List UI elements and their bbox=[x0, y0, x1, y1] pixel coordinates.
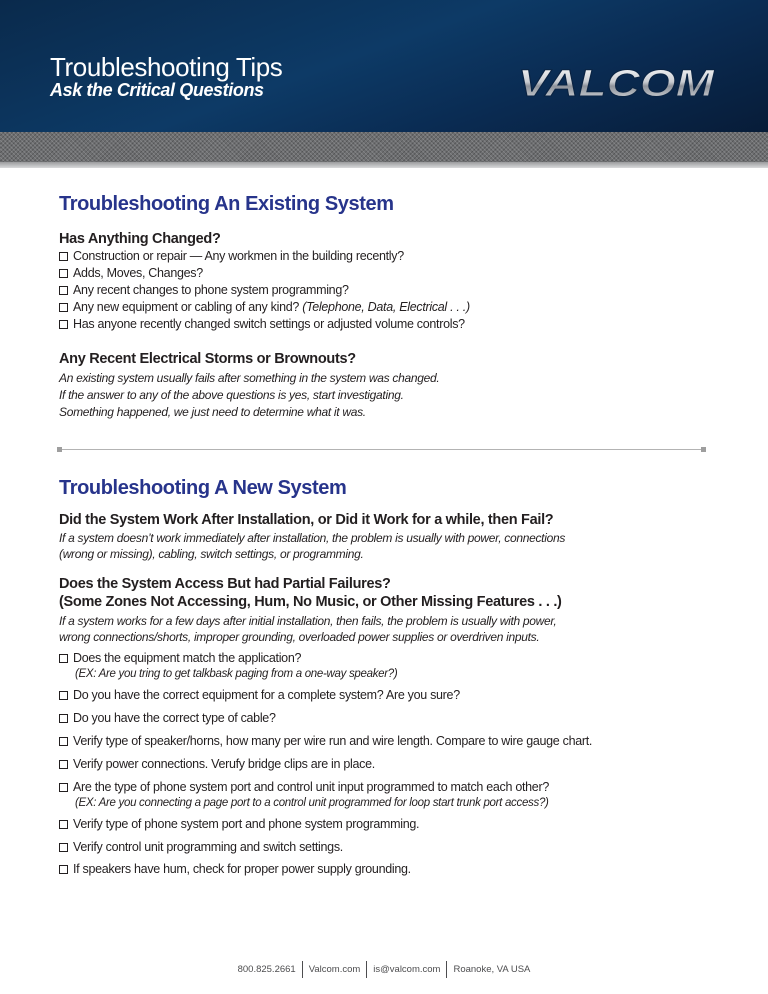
valcom-logo bbox=[514, 63, 718, 101]
checkbox-icon bbox=[59, 714, 68, 723]
subheading-partial: Does the System Access But had Partial Failures? bbox=[59, 576, 391, 592]
checkbox-icon bbox=[59, 269, 68, 278]
checkbox-icon bbox=[59, 843, 68, 852]
subheading-changed: Has Anything Changed? bbox=[59, 231, 221, 247]
footer-separator bbox=[302, 961, 303, 978]
footer-separator bbox=[446, 961, 447, 978]
checklist-item: Has anyone recently changed switch settings or adjusted volume controls? bbox=[59, 317, 465, 331]
checkbox-icon bbox=[59, 303, 68, 312]
footer-separator bbox=[366, 961, 367, 978]
footer-email[interactable]: is@valcom.com bbox=[373, 964, 441, 976]
note-line: Something happened, we just need to determine what it was. bbox=[59, 405, 366, 419]
note-line: wrong connections/shorts, improper grounding, overloaded power supplies or overdriven inputs. bbox=[59, 630, 540, 644]
checkbox-icon bbox=[59, 286, 68, 295]
header-banner bbox=[0, 0, 768, 132]
subheading-storms: Any Recent Electrical Storms or Brownouts? bbox=[59, 351, 356, 367]
checkbox-icon bbox=[59, 820, 68, 829]
footer-location: Roanoke, VA USA bbox=[453, 964, 531, 976]
note-line: (wrong or missing), cabling, switch settings, or programming. bbox=[59, 547, 364, 561]
checklist-item: Adds, Moves, Changes? bbox=[59, 266, 203, 280]
checkbox-icon bbox=[59, 320, 68, 329]
page-title: Troubleshooting Tips bbox=[50, 52, 283, 82]
checklist-item: Construction or repair — Any workmen in the building recently? bbox=[59, 249, 404, 263]
checklist-item-example: (EX: Are you tring to get talkbask paging from a one-way speaker?) bbox=[75, 668, 398, 680]
decorative-texture-band bbox=[0, 132, 768, 162]
checklist-item: Verify type of speaker/horns, how many per wire run and wire length. Compare to wire gauge chart. bbox=[59, 734, 592, 748]
note-line: If the answer to any of the above questions is yes, start investigating. bbox=[59, 388, 404, 402]
svg-text:VALCOM: VALCOM bbox=[518, 63, 716, 101]
divider-end-dot bbox=[57, 447, 62, 452]
checklist-item: Any recent changes to phone system programming? bbox=[59, 283, 349, 297]
checklist-item: Do you have the correct equipment for a complete system? Are you sure? bbox=[59, 688, 460, 702]
note-line: If a system works for a few days after initial installation, then fails, the problem is usually with power, bbox=[59, 614, 557, 628]
footer-contact bbox=[0, 961, 768, 978]
note-line: An existing system usually fails after something in the system was changed. bbox=[59, 371, 440, 385]
footer-phone: 800.825.2661 bbox=[237, 964, 296, 976]
checkbox-icon bbox=[59, 691, 68, 700]
checklist-item: Verify control unit programming and switch settings. bbox=[59, 840, 343, 854]
footer-website[interactable]: Valcom.com bbox=[308, 964, 361, 976]
decorative-band-edge bbox=[0, 162, 768, 168]
note-line: If a system doesn’t work immediately after installation, the problem is usually with power, connections bbox=[59, 531, 566, 545]
checklist-item: Verify type of phone system port and phone system programming. bbox=[59, 817, 419, 831]
checklist-item-example: (EX: Are you connecting a page port to a control unit programmed for loop start trunk port access?) bbox=[75, 797, 549, 809]
page-subtitle: Ask the Critical Questions bbox=[50, 80, 264, 100]
checklist-item: Verify power connections. Verufy bridge clips are in place. bbox=[59, 757, 375, 771]
checklist-item: Any new equipment or cabling of any kind? (Telephone, Data, Electrical . . .) bbox=[59, 300, 470, 314]
subheading-work: Did the System Work After Installation, or Did it Work for a while, then Fail? bbox=[59, 512, 554, 528]
section-divider bbox=[59, 449, 705, 450]
section-heading-new: Troubleshooting A New System bbox=[59, 477, 347, 499]
section-heading-existing: Troubleshooting An Existing System bbox=[59, 193, 394, 215]
checkbox-icon bbox=[59, 737, 68, 746]
divider-end-dot bbox=[701, 447, 706, 452]
checklist-item: Are the type of phone system port and control unit input programmed to match each other? bbox=[59, 780, 549, 794]
checklist-item: Do you have the correct type of cable? bbox=[59, 711, 276, 725]
checkbox-icon bbox=[59, 654, 68, 663]
checkbox-icon bbox=[59, 760, 68, 769]
subheading-partial-detail: (Some Zones Not Accessing, Hum, No Music, or Other Missing Features . . .) bbox=[59, 594, 562, 610]
checkbox-icon bbox=[59, 783, 68, 792]
checklist-item: If speakers have hum, check for proper power supply grounding. bbox=[59, 862, 411, 876]
checkbox-icon bbox=[59, 252, 68, 261]
checklist-item: Does the equipment match the application? bbox=[59, 651, 301, 665]
checkbox-icon bbox=[59, 865, 68, 874]
